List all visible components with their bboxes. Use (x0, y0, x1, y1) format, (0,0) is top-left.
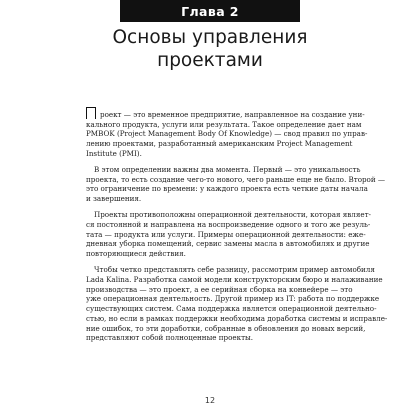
page-number: 12 (204, 396, 216, 405)
text-line: повторяющиеся действия. (86, 249, 186, 259)
chapter-label: Глава 2 (181, 3, 239, 19)
text-line: кального продукта, услуги или результата. Такое определение дает нам (86, 119, 362, 129)
paragraph (86, 110, 368, 159)
text-line: роект — это временное предприятие, направленное на создание уни- (100, 110, 365, 119)
text-line: В этом определении важны два момента. Первый — это уникальность (94, 165, 361, 175)
text-line: лению проектами, разработанный американским Project Management (86, 139, 353, 149)
paragraph (86, 265, 388, 343)
text-line: PMBOK (Project Management Body Of Knowledge) — свод правил по управ- (86, 129, 368, 139)
text-line: уже операционная деятельность. Другой пример из IT: работа по поддержке (86, 294, 380, 304)
text-line: существующих систем. Сама поддержка является операционной деятельно- (86, 304, 377, 314)
text-line: производства — это проект, а ее серийная сборка на конвейере — это (86, 284, 353, 294)
text-line: Проекты противоположны операционной деятельности, которая являет- (94, 210, 371, 220)
chapter-banner (120, 0, 300, 22)
chapter-title-line: Основы управления (112, 27, 308, 48)
text-line: стью, но если в рамках поддержки необходима доработка системы и исправле- (86, 313, 388, 323)
text-line: дневная уборка помещений, сервис замены масла в автомобилях и другие (86, 239, 370, 249)
text-line: это ограничение по времени: у каждого проекта есть четкие даты начала (86, 184, 368, 194)
text-line: и завершения. (86, 194, 142, 204)
text-line: ся постоянной и направлена на воспроизведение одного и того же резуль- (86, 220, 371, 230)
text-line: Lada Kalina. Разработка самой модели конструкторским бюро и налаживание (86, 275, 383, 285)
text-line: Institute (PMI). (86, 148, 142, 158)
text-line: представляют собой полноценные проекты. (86, 333, 253, 343)
text-line: ние ошибок, то эти доработки, собранные в обновления до новых версий, (86, 323, 366, 333)
text-line: проекта, то есть создание чего-то нового, чего раньше еще не было. Второй — (86, 174, 386, 184)
chapter-title-line: проектами (157, 50, 263, 71)
body-text (86, 110, 388, 349)
paragraph (86, 210, 371, 259)
chapter-title (0, 26, 420, 72)
paragraph (86, 165, 386, 204)
text-line: тата — продукта или услуги. Примеры операционной деятельности: еже- (86, 229, 366, 239)
text-line: Чтобы четко представлять себе разницу, рассмотрим пример автомобиля (94, 265, 375, 275)
